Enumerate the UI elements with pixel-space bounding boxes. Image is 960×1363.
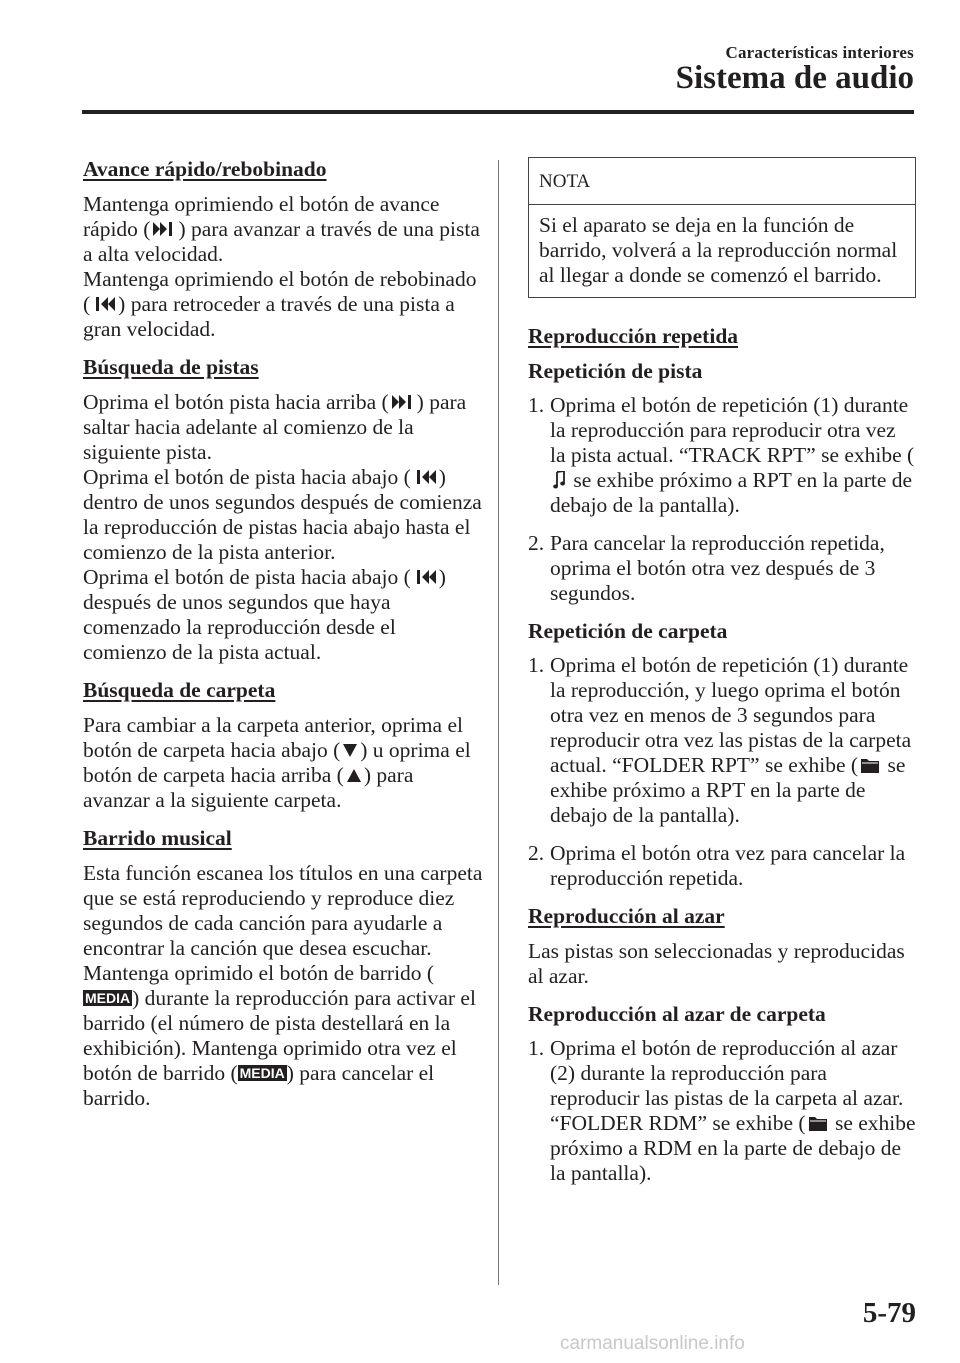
text: ) para avanzar a través de una pista a alta velocidad. (83, 217, 480, 266)
header-title: Sistema de audio (675, 60, 914, 96)
text: ) dentro de unos segundos después de comienza la reproducción de pistas hacia abajo hasta el comienzo de la pista anterior. (83, 465, 482, 564)
list-item (528, 653, 916, 828)
media-button-icon: MEDIA (85, 990, 131, 1007)
text: ) u oprima el botón de carpeta hacia arriba ( (83, 738, 471, 787)
note-heading: NOTA (529, 158, 915, 205)
note-box (528, 157, 916, 298)
text: Mantenga oprimiendo el botón de rebobinado ( (83, 267, 477, 316)
list-item (528, 1036, 916, 1186)
header-rule (82, 110, 914, 114)
section-fast-forward (83, 157, 483, 342)
paragraph: Las pistas son seleccionadas y reproducidas al azar. (528, 939, 905, 988)
paragraph: Esta función escanea los títulos en una carpeta que se está reproduciendo y reproduce diez segundos de cada canción para ayudarle a encontrar la canción que desea escuchar. (83, 861, 483, 960)
text: ) para retroceder a través de una pista a gran velocidad. (83, 292, 455, 341)
folder-icon (809, 1115, 827, 1131)
text: se exhibe próximo a RDM en la parte de debajo de la pantalla). (550, 1111, 916, 1185)
text: ) para avanzar a la siguiente carpeta. (83, 763, 414, 812)
text: Oprima el botón de pista hacia abajo ( (83, 565, 411, 589)
paragraph (83, 192, 483, 267)
text: Oprima el botón otra vez para cancelar la reproducción repetida. (550, 841, 906, 890)
text: Para cancelar la reproducción repetida, oprima el botón otra vez después de 3 segundos. (550, 531, 885, 605)
text: Para cambiar a la carpeta anterior, oprima el botón de carpeta hacia abajo ( (83, 713, 463, 762)
text: ) después de unos segundos que haya comenzado la reproducción desde el comienzo de la pista actual. (83, 565, 446, 664)
step-number: 1. (528, 1036, 545, 1060)
steps-list (528, 653, 916, 891)
header-section: Características interiores (725, 43, 914, 62)
media-button-icon: MEDIA (239, 1065, 285, 1082)
step-number: 1. (528, 393, 545, 417)
paragraph (83, 390, 483, 465)
text: Oprima el botón pista hacia arriba ( (83, 390, 389, 414)
paragraph (83, 465, 483, 565)
section-title: Búsqueda de pistas (83, 355, 259, 379)
paragraph (83, 267, 483, 342)
list-item (528, 531, 916, 606)
section-folder-search (83, 678, 483, 813)
folder-icon (861, 757, 879, 773)
list-item (528, 393, 916, 518)
section-track-search (83, 355, 483, 665)
step-number: 1. (528, 653, 545, 677)
paragraph (83, 961, 483, 1111)
column-divider (498, 160, 499, 1285)
skip-back-icon (93, 297, 115, 311)
section-repeat-play (528, 324, 916, 891)
text: Oprima el botón de repetición (1) durante la reproducción, y luego oprima el botón otra vez en menos de 3 segundos para reproducir otra vez las pistas de la carpeta actual. “FOLDER RPT” se exhibe ( (550, 653, 912, 777)
note-body: Si el aparato se deja en la función de barrido, volverá a la reproducción normal al llegar a donde se comenzó el barrido. (539, 213, 898, 287)
section-music-scan (83, 826, 483, 1111)
skip-forward-icon (392, 395, 414, 409)
watermark: carmanualsonline.info (560, 1333, 745, 1354)
section-title: Búsqueda de carpeta (83, 678, 276, 702)
paragraph (83, 713, 483, 813)
text: Oprima el botón de reproducción al azar (2) durante la reproducción para reproducir las pistas de la carpeta al azar. “FOLDER RDM” se exhibe ( (550, 1036, 904, 1135)
text: Oprima el botón de repetición (1) durante la reproducción para reproducir otra vez la pista actual. “TRACK RPT” se exhibe ( (550, 393, 915, 467)
section-random-play (528, 904, 916, 1186)
step-number: 2. (528, 531, 545, 555)
section-title: Barrido musical (83, 826, 232, 850)
skip-forward-icon (153, 222, 175, 236)
text: ) para saltar hacia adelante al comienzo de la siguiente pista. (83, 390, 467, 464)
triangle-down-icon (343, 744, 357, 757)
text: Mantenga oprimiendo el botón de avance rápido ( (83, 192, 440, 241)
subsection-title: Repetición de carpeta (528, 619, 728, 643)
left-column (83, 157, 483, 1124)
section-title: Reproducción al azar (528, 904, 725, 928)
triangle-up-icon (347, 769, 361, 782)
text: se exhibe próximo a RPT en la parte de debajo de la pantalla). (550, 468, 913, 517)
text: Mantenga oprimido el botón de barrido ( (83, 961, 435, 985)
list-item (528, 841, 916, 891)
step-number: 2. (528, 841, 545, 865)
subsection-title: Reproducción al azar de carpeta (528, 1002, 826, 1026)
right-column (528, 157, 916, 1199)
section-title: Avance rápido/rebobinado (83, 157, 327, 181)
steps-list (528, 1036, 916, 1186)
text: ) durante la reproducción para activar el barrido (el número de pista destellará en la exhibición). Mantenga oprimido otra vez el botón de barrido ( (83, 986, 476, 1085)
paragraph (83, 565, 483, 665)
steps-list (528, 393, 916, 606)
subsection-title: Repetición de pista (528, 359, 703, 383)
section-title: Reproducción repetida (528, 324, 739, 348)
music-note-icon (553, 471, 565, 489)
skip-back-icon (414, 470, 436, 484)
skip-back-icon (414, 570, 436, 584)
text: ) para cancelar el barrido. (83, 1061, 435, 1110)
text: Oprima el botón de pista hacia abajo ( (83, 465, 411, 489)
page-number: 5-79 (862, 1297, 916, 1329)
text: se exhibe próximo a RPT en la parte de debajo de la pantalla). (550, 753, 906, 827)
